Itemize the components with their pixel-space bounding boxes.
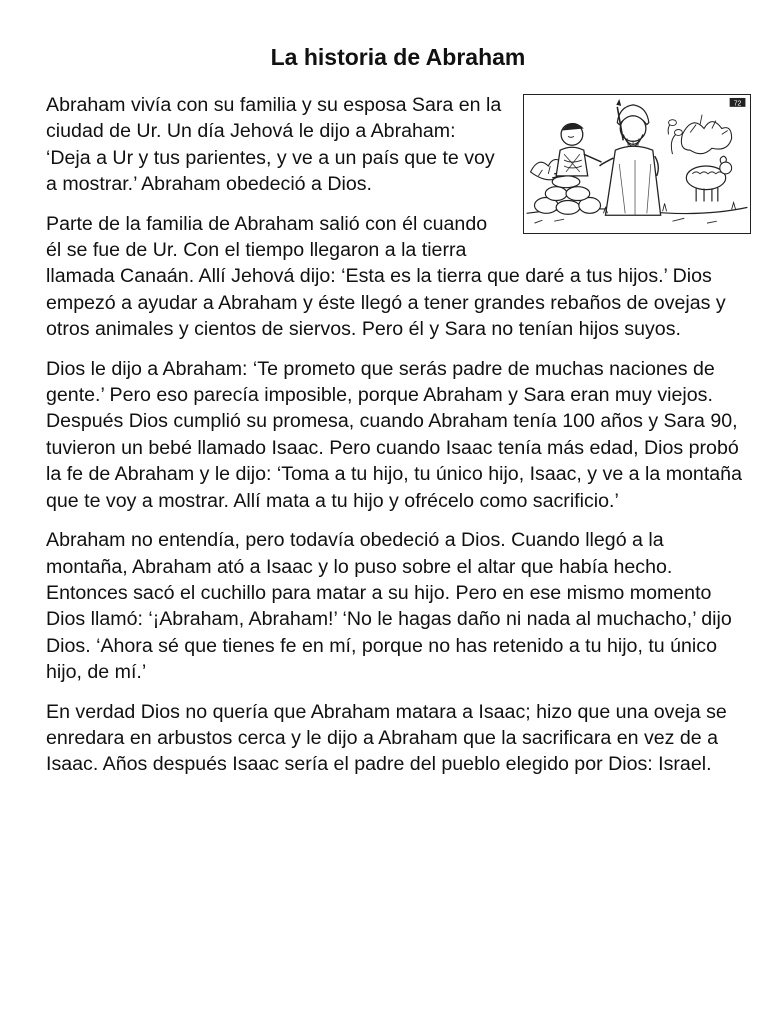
illustration-badge: 72	[733, 100, 742, 108]
paragraph-2: Parte de la familia de Abraham salió con él cuando él se fue de Ur. Con el tiempo llegaron a la tierra llamada Canaán. Allí Jehová dijo: ‘Esta es la tierra que daré a tus hijos.’ Dios empezó a ayudar a Abraham y éste llegó a tener grandes rebaños de ovejas y otros animales y cientos de siervos. Pero él y Sara no tenían hijos suyos.	[46, 212, 726, 341]
story-body	[46, 92, 750, 791]
paragraph-3: Dios le dijo a Abraham: ‘Te prometo que serás padre de muchas naciones de gente.’ Pero eso parecía imposible, porque Abraham y Sara eran muy viejos. Después Dios cumplió su promesa, cuando Abraham tenía 100 años y Sara 90, tuvieron un bebé llamado Isaac. Pero cuando Isaac tenía más edad, Dios probó la fe de Abraham y le dijo: ‘Toma a tu hijo, tu único hijo, Isaac, y ve a la montaña que te voy a mostrar. Allí mata a tu hijo y ofrécelo como sacrificio.’	[46, 357, 742, 512]
abraham-isaac-illustration	[523, 94, 751, 234]
paragraph-5: En verdad Dios no quería que Abraham matara a Isaac; hizo que una oveja se enredara en arbustos cerca y le dijo a Abraham que la sacrificara en vez de a Isaac. Años después Isaac sería el padre del pueblo elegido por Dios: Israel.	[46, 700, 727, 776]
paragraph-4: Abraham no entendía, pero todavía obedeció a Dios. Cuando llegó a la montaña, Abraham ató a Isaac y lo puso sobre el altar que había hecho. Entonces sacó el cuchillo para matar a su hijo. Pero en ese mismo momento Dios llamó: ‘¡Abraham, Abraham!’ ‘No le hagas daño ni nada al muchacho,’ dijo Dios. ‘Ahora sé que tienes fe en mí, porque no has retenido a tu hijo, tu único hijo, de mí.’	[46, 529, 732, 684]
paragraph-1: Abraham vivía con su familia y su esposa Sara en la ciudad de Ur. Un día Jehová le dijo a Abraham: ‘Deja a Ur y tus parientes, y ve a un país que te voy a mostrar.’ Abraham obedeció a Dios.	[46, 94, 502, 196]
page-title: La historia de Abraham	[270, 44, 526, 70]
abraham-isaac-altar-illustration	[524, 95, 750, 233]
